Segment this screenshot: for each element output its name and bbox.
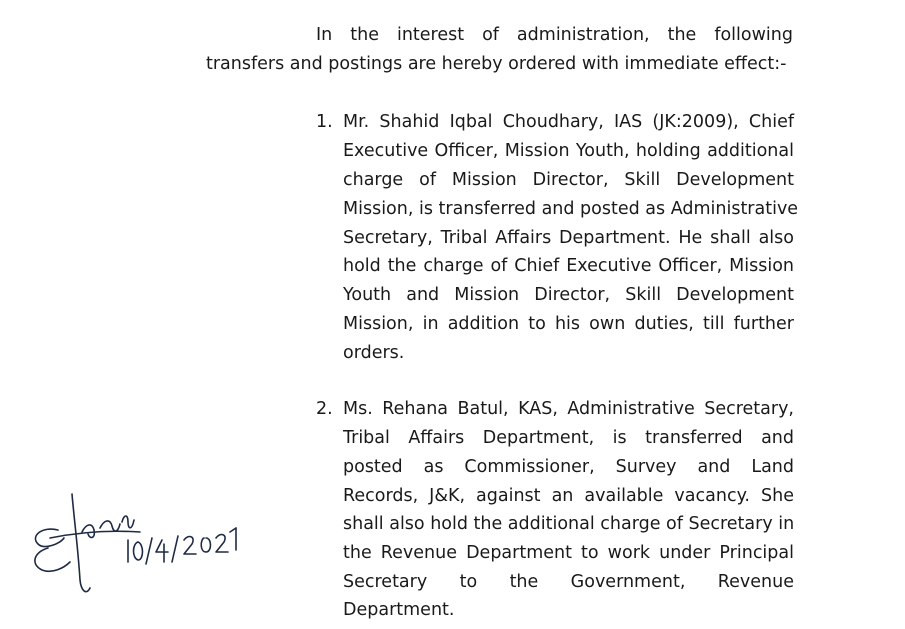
order-1-line: Youth and Mission Director, Skill Development — [343, 285, 794, 305]
intro-line-2: transfers and postings are hereby ordered with immediate effect:- — [206, 54, 787, 74]
order-number-1: 1. — [316, 112, 333, 132]
order-2-line: posted as Commissioner, Survey and Land — [343, 457, 794, 477]
order-1-line: hold the charge of Chief Executive Officer, Mission — [343, 256, 794, 276]
order-1-line: Mission, in addition to his own duties, till further — [343, 314, 794, 334]
order-2-line: Ms. Rehana Batul, KAS, Administrative Secretary, — [343, 399, 794, 419]
handwritten-signature — [20, 488, 245, 608]
order-2-line: Records, J&K, against an available vacancy. She — [343, 486, 794, 506]
order-2-line: Secretary to the Government, Revenue — [343, 572, 794, 592]
intro-line-1: In the interest of administration, the following — [316, 25, 793, 45]
order-2-line: Department. — [343, 600, 455, 620]
order-number-2: 2. — [316, 399, 333, 419]
order-1-line: Secretary, Tribal Affairs Department. He shall also — [343, 228, 794, 248]
order-2-line: the Revenue Department to work under Principal — [343, 543, 794, 563]
order-1-line: orders. — [343, 343, 405, 363]
order-2-line: shall also hold the additional charge of Secretary in — [343, 514, 795, 534]
order-1-line: Executive Officer, Mission Youth, holding additional — [343, 141, 794, 161]
order-1-line: Mission, is transferred and posted as Administrative — [343, 199, 799, 219]
order-1-line: charge of Mission Director, Skill Development — [343, 170, 794, 190]
order-1-line: Mr. Shahid Iqbal Choudhary, IAS (JK:2009), Chief — [343, 112, 794, 132]
order-2-line: Tribal Affairs Department, is transferred and — [343, 428, 794, 448]
